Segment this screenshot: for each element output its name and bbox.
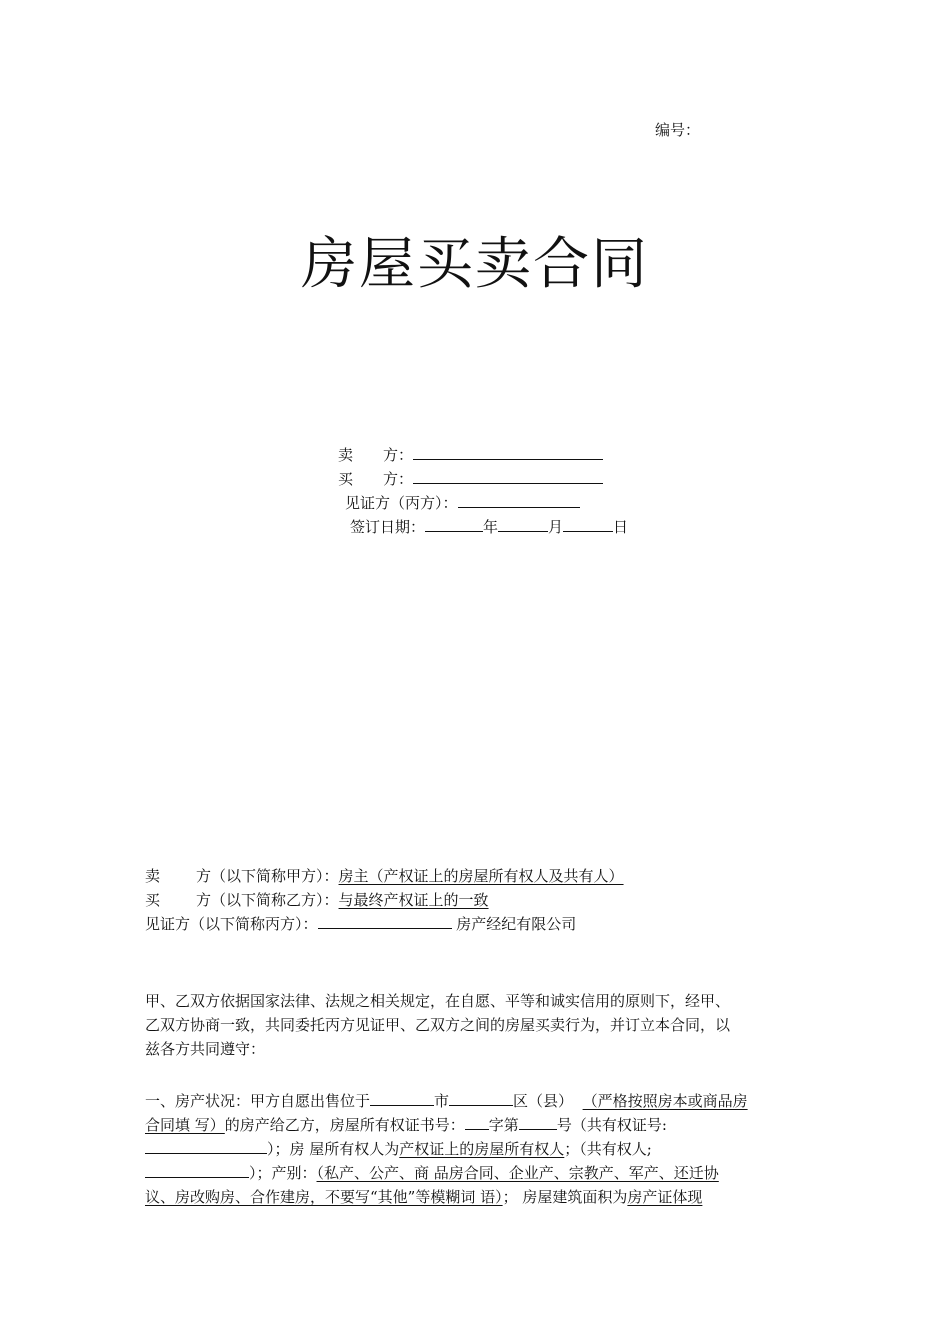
certificate-prefix-blank[interactable] <box>465 1113 489 1130</box>
section1-note: 议、房改购房、合作建房，不要写“其他”等模糊词 语） <box>145 1188 503 1206</box>
section1-district-label: 区（县） <box>513 1092 574 1110</box>
preamble <box>145 989 810 1061</box>
cover-buyer-label: 买 方： <box>338 470 414 488</box>
section1-note: （私产、公产、商 品房合同、企业产、宗教产、军产、还迁协 <box>316 1164 719 1182</box>
district-blank[interactable] <box>449 1089 513 1106</box>
section1-line <box>145 1089 810 1113</box>
buyer-definition <box>145 888 489 912</box>
section1-text: ）；房 屋所有权人为 <box>267 1140 400 1158</box>
city-blank[interactable] <box>370 1089 434 1106</box>
preamble-line: 甲、乙双方依据国家法律、法规之相关规定，在自愿、平等和诚实信用的原则下，经甲、 <box>145 992 731 1010</box>
section1-line <box>145 1137 810 1161</box>
section1-note: 房产证体现 <box>627 1188 703 1206</box>
section1-text: ）；产别： <box>249 1164 317 1182</box>
date-day-label: 日 <box>613 518 629 536</box>
section1-note: 产权证上的房屋所有权人 <box>399 1140 565 1158</box>
seller-prefix: 卖 <box>145 867 161 885</box>
buyer-note: 与最终产权证上的一致 <box>338 891 489 909</box>
cover-seller-label: 卖 方： <box>338 446 414 464</box>
date-year-label: 年 <box>483 518 499 536</box>
section1-line <box>145 1161 810 1185</box>
cover-date-row <box>350 515 628 539</box>
section1-note: 合同填 写） <box>145 1116 225 1134</box>
witness-blank[interactable] <box>318 912 452 929</box>
co-ownership-cert-blank[interactable] <box>145 1137 267 1154</box>
cover-witness-label: 见证方（丙方）： <box>345 494 458 512</box>
witness-definition <box>145 912 576 936</box>
buyer-prefix: 买 <box>145 891 161 909</box>
preamble-line: 乙双方协商一致，共同委托丙方见证甲、乙双方之间的房屋买卖行为，并订立本合同，以 <box>145 1016 731 1034</box>
section1-line <box>145 1113 810 1137</box>
section1-city-label: 市 <box>434 1092 450 1110</box>
cover-buyer-blank[interactable] <box>413 467 603 484</box>
section-property-status <box>145 1089 810 1209</box>
seller-note: 房主（产权证上的房屋所有权人及共有人） <box>338 867 624 885</box>
date-month-label: 月 <box>548 518 564 536</box>
cover-seller-blank[interactable] <box>413 443 603 460</box>
section1-text: ；（共有权人; <box>564 1140 652 1158</box>
cover-witness-blank[interactable] <box>458 491 580 508</box>
certificate-number-blank[interactable] <box>519 1113 557 1130</box>
cover-buyer-row <box>338 467 603 491</box>
preamble-line: 兹各方共同遵守： <box>145 1040 266 1058</box>
section1-text: 一、房产状况：甲方自愿出售位于 <box>145 1092 371 1110</box>
buyer-suffix: 方（以下简称乙方）： <box>196 891 339 909</box>
section1-text: 号（共有权证号: <box>556 1116 667 1134</box>
date-month-blank[interactable] <box>498 515 548 532</box>
contract-number-label: 编号： <box>655 121 701 139</box>
section1-line <box>145 1185 810 1209</box>
seller-suffix: 方（以下简称甲方）： <box>196 867 339 885</box>
section1-text: ； 房屋建筑面积为 <box>502 1188 628 1206</box>
seller-definition <box>145 864 624 888</box>
witness-label: 见证方（以下简称丙方）： <box>145 915 318 933</box>
section1-text: 字第 <box>488 1116 519 1134</box>
witness-company: 房产经纪有限公司 <box>456 915 577 933</box>
section1-note: （严格按照房本或商品房 <box>582 1092 748 1110</box>
cover-witness-row <box>345 491 580 515</box>
cover-date-label: 签订日期： <box>350 518 426 536</box>
date-day-blank[interactable] <box>563 515 613 532</box>
section1-text: 的房产给乙方，房屋所有权证书号： <box>224 1116 465 1134</box>
cover-seller-row <box>338 443 603 467</box>
date-year-blank[interactable] <box>425 515 483 532</box>
co-owner-blank[interactable] <box>145 1161 249 1178</box>
page-title: 房屋买卖合同 <box>301 232 649 297</box>
